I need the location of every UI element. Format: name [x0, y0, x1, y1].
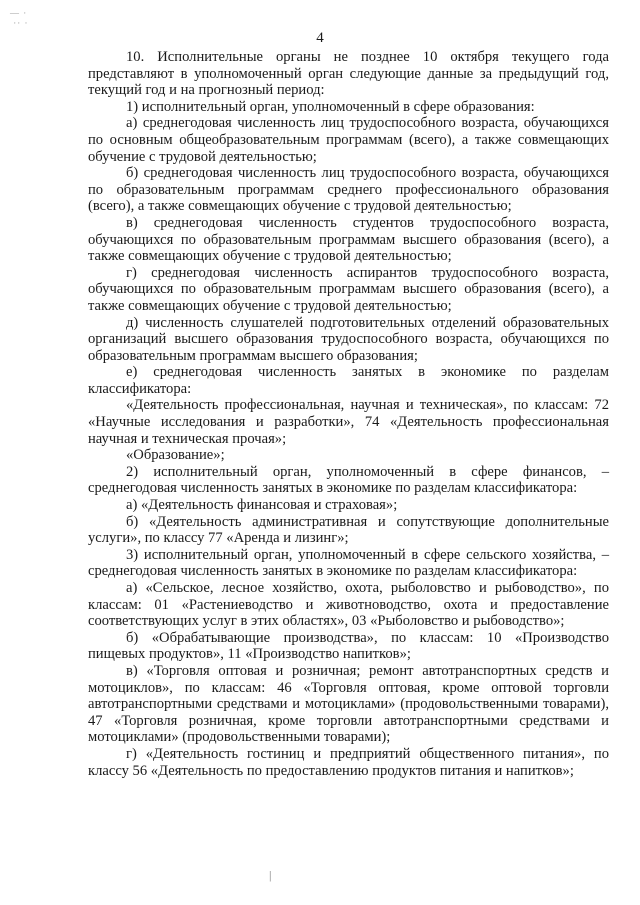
- paragraph-3b: б) «Обрабатывающие производства», по классам: 10 «Производство пищевых продуктов», 11 «Производство напитков»;: [88, 629, 609, 663]
- paragraph-2b: б) «Деятельность административная и сопутствующие дополнительные услуги», по классу 77 «Аренда и лизинг»;: [88, 513, 609, 547]
- paragraph-3g: г) «Деятельность гостиниц и предприятий общественного питания», по классу 56 «Деятельность по предоставлению продуктов питания и напитков»;: [88, 745, 609, 779]
- paragraph-1e-professional: «Деятельность профессиональная, научная и техническая», по классам: 72 «Научные исследования и разработки», 74 «Деятельность профессиональная научная и техническая прочая»;: [88, 397, 609, 447]
- paragraph-2a: а) «Деятельность финансовая и страховая»;: [126, 497, 398, 514]
- paragraph-1e-education: «Образование»;: [126, 447, 225, 464]
- scan-artifact-mark: — · ·· ·: [10, 8, 29, 28]
- paragraph-1g: г) среднегодовая численность аспирантов трудоспособного возраста, обучающихся по образовательным программам высшего образования (всего), а также совмещающих обучение с трудовой деятельностью;: [88, 264, 609, 314]
- paragraph-1v: в) среднегодовая численность студентов трудоспособного возраста, обучающихся по образовательным программам высшего образования (всего), а также совмещающих обучение с трудовой деятельностью;: [88, 214, 609, 265]
- paragraph-3a: а) «Сельское, лесное хозяйство, охота, рыболовство и рыбоводство», по классам: 01 «Растениеводство и животноводство, охота и предоставление соответствующих услуг в этих областях», 03 «Рыболовство и рыбоводство»;: [88, 580, 609, 630]
- paragraph-item-10: 10. Исполнительные органы не позднее 10 октября текущего года представляют в уполномоченный орган следующие данные за предыдущий год, текущий год и на прогнозный период:: [88, 49, 609, 99]
- paragraph-1a: а) среднегодовая численность лиц трудоспособного возраста, обучающихся по основным общеобразовательным программам (всего), а также совмещающих обучение с трудовой деятельностью;: [88, 115, 609, 165]
- paragraph-agriculture-organ: 3) исполнительный орган, уполномоченный в сфере сельского хозяйства, – среднегодовая численность занятых в экономике по разделам классификатора:: [88, 546, 609, 580]
- paragraph-education-organ: 1) исполнительный орган, уполномоченный в сфере образования:: [126, 98, 535, 115]
- scan-artifact-tick: |: [269, 868, 272, 882]
- document-body: [88, 49, 609, 779]
- paragraph-finance-organ: 2) исполнительный орган, уполномоченный в сфере финансов, – среднегодовая численность занятых в экономике по разделам классификатора:: [88, 463, 609, 497]
- paragraph-1d: д) численность слушателей подготовительных отделений образовательных организаций высшего образования трудоспособного возраста, обучающихся по образовательным программам высшего образования;: [88, 314, 609, 364]
- paragraph-3v: в) «Торговля оптовая и розничная; ремонт автотранспортных средств и мотоциклов», по классам: 46 «Торговля оптовая, кроме оптовой торговли автотранспортными средствами и мотоциклами» (продовольственными товарами), 47 «Торговля розничная, кроме торговли автотранспортными средствами и мотоциклами» (продовольственными товарами);: [88, 662, 609, 746]
- paragraph-1b: б) среднегодовая численность лиц трудоспособного возраста, обучающихся по образовательным программам среднего профессионального образования (всего), а также совмещающих обучение с трудовой деятельностью;: [88, 165, 609, 215]
- page-number: 4: [316, 30, 324, 46]
- paragraph-1e: е) среднегодовая численность занятых в экономике по разделам классификатора:: [88, 364, 609, 397]
